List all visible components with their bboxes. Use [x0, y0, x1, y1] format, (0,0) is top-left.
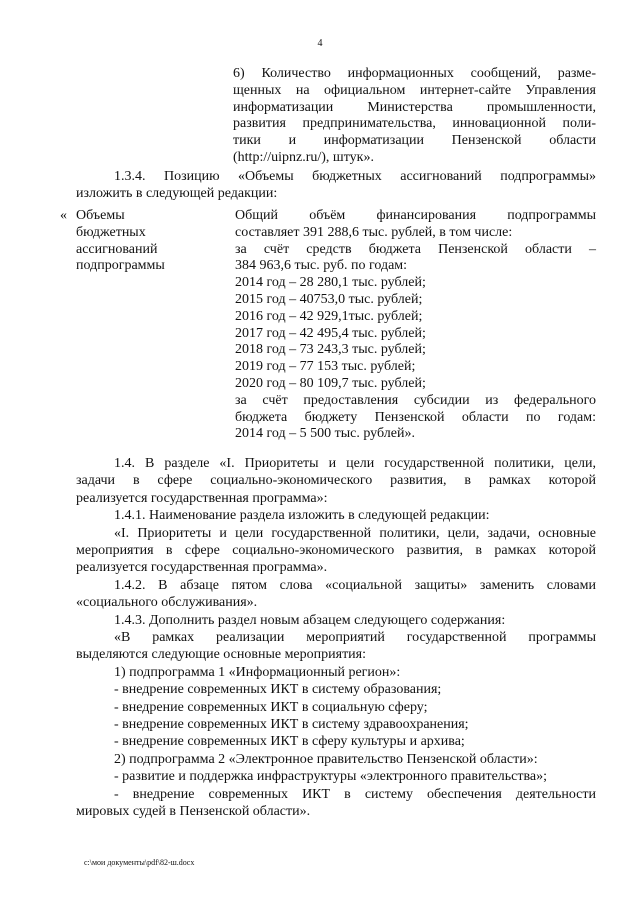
item-6-line: (http://uipnz.ru/), штук».	[233, 150, 374, 165]
body-line: - внедрение современных ИКТ в систему здравоохранения;	[114, 717, 469, 732]
page-number: 4	[317, 38, 323, 49]
body-line: 1.4. В разделе «I. Приоритеты и цели государственной политики, цели,	[114, 456, 596, 471]
body-line: - внедрение современных ИКТ в сферу культуры и архива;	[114, 734, 465, 750]
body-line: - развитие и поддержка инфраструктуры «электронного правительства»;	[114, 769, 548, 785]
paragraph-line: изложить в следующей редакции:	[76, 186, 278, 201]
body-line: задачи в сфере социально-экономического развития, в рамках которой	[76, 473, 596, 489]
table-right-cell-line: составляет 391 288,6 тыс. рублей, в том числе:	[235, 224, 513, 240]
body-line: 1.4.1. Наименование раздела изложить в следующей редакции:	[114, 508, 490, 524]
table-left-cell-line: бюджетных	[76, 224, 146, 240]
paragraph-line: 1.3.4. Позицию «Объемы бюджетных ассигнований подпрограммы»	[114, 169, 596, 184]
table-right-cell-line: бюджета бюджету Пензенской области по годам:	[235, 409, 596, 425]
body-line: - внедрение современных ИКТ в систему обеспечения деятельности	[114, 786, 596, 802]
body-line: реализуется государственная программа»:	[76, 490, 328, 506]
table-right-cell-line: 2015 год – 40753,0 тыс. рублей;	[235, 292, 423, 307]
table-right-cell-line: 2017 год – 42 495,4 тыс. рублей;	[235, 325, 426, 341]
table-right-cell-line: 384 963,6 тыс. руб. по годам:	[235, 258, 408, 274]
table-right-cell-line: 2020 год – 80 109,7 тыс. рублей;	[235, 376, 426, 391]
body-line: реализуется государственная программа».	[76, 560, 328, 576]
body-line: 1) подпрограмма 1 «Информационный регион»:	[114, 664, 401, 680]
item-6-line: информатизации Министерства промышленности,	[233, 99, 596, 115]
table-right-cell-line: 2014 год – 5 500 тыс. рублей».	[235, 426, 415, 442]
table-right-cell-line: за счёт средств бюджета Пензенской области –	[235, 241, 596, 257]
body-line: мероприятия в сфере социально-экономического развития, в рамках которой	[76, 543, 596, 558]
body-line: - внедрение современных ИКТ в социальную сферу;	[114, 699, 428, 715]
body-line: 1.4.2. В абзаце пятом слова «социальной защиты» заменить словами	[114, 577, 596, 593]
body-line: - внедрение современных ИКТ в систему образования;	[114, 682, 442, 698]
body-line: выделяются следующие основные мероприятия:	[76, 647, 367, 663]
body-line: «I. Приоритеты и цели государственной политики, цели, задачи, основные	[114, 525, 596, 541]
body-line: 1.4.3. Дополнить раздел новым абзацем следующего содержания:	[114, 612, 506, 628]
item-6-line: щенных на официальном интернет-сайте Управления	[233, 82, 596, 98]
item-6-line: 6) Количество информационных сообщений, разме-	[233, 66, 596, 81]
quote-mark: «	[60, 208, 67, 223]
table-right-cell-line: 2016 год – 42 929,1тыс. рублей;	[235, 308, 423, 324]
body-line: 2) подпрограмма 2 «Электронное правительство Пензенской области»:	[114, 751, 538, 767]
item-6-line: тики и информатизации Пензенской области	[233, 133, 596, 149]
item-6-line: развития предпринимательства, инновационной поли-	[233, 116, 596, 132]
table-right-cell-line: 2014 год – 28 280,1 тыс. рублей;	[235, 275, 426, 291]
table-right-cell-line: 2019 год – 77 153 тыс. рублей;	[235, 359, 416, 375]
table-right-cell-line: 2018 год – 73 243,3 тыс. рублей;	[235, 342, 426, 358]
body-line: «социального обслуживания».	[76, 595, 258, 611]
table-right-cell-line: Общий объём финансирования подпрограммы	[235, 208, 596, 223]
body-line: «В рамках реализации мероприятий государственной программы	[114, 630, 596, 645]
body-line: мировых судей в Пензенской области».	[76, 804, 311, 819]
file-path-footer: c:\мои документы\pdf\82-ш.docx	[84, 858, 195, 867]
table-left-cell-line: подпрограммы	[76, 258, 165, 274]
table-left-cell-line: Объемы	[76, 208, 125, 223]
table-right-cell-line: за счёт предоставления субсидии из федерального	[235, 392, 596, 408]
table-left-cell-line: ассигнований	[76, 241, 158, 257]
